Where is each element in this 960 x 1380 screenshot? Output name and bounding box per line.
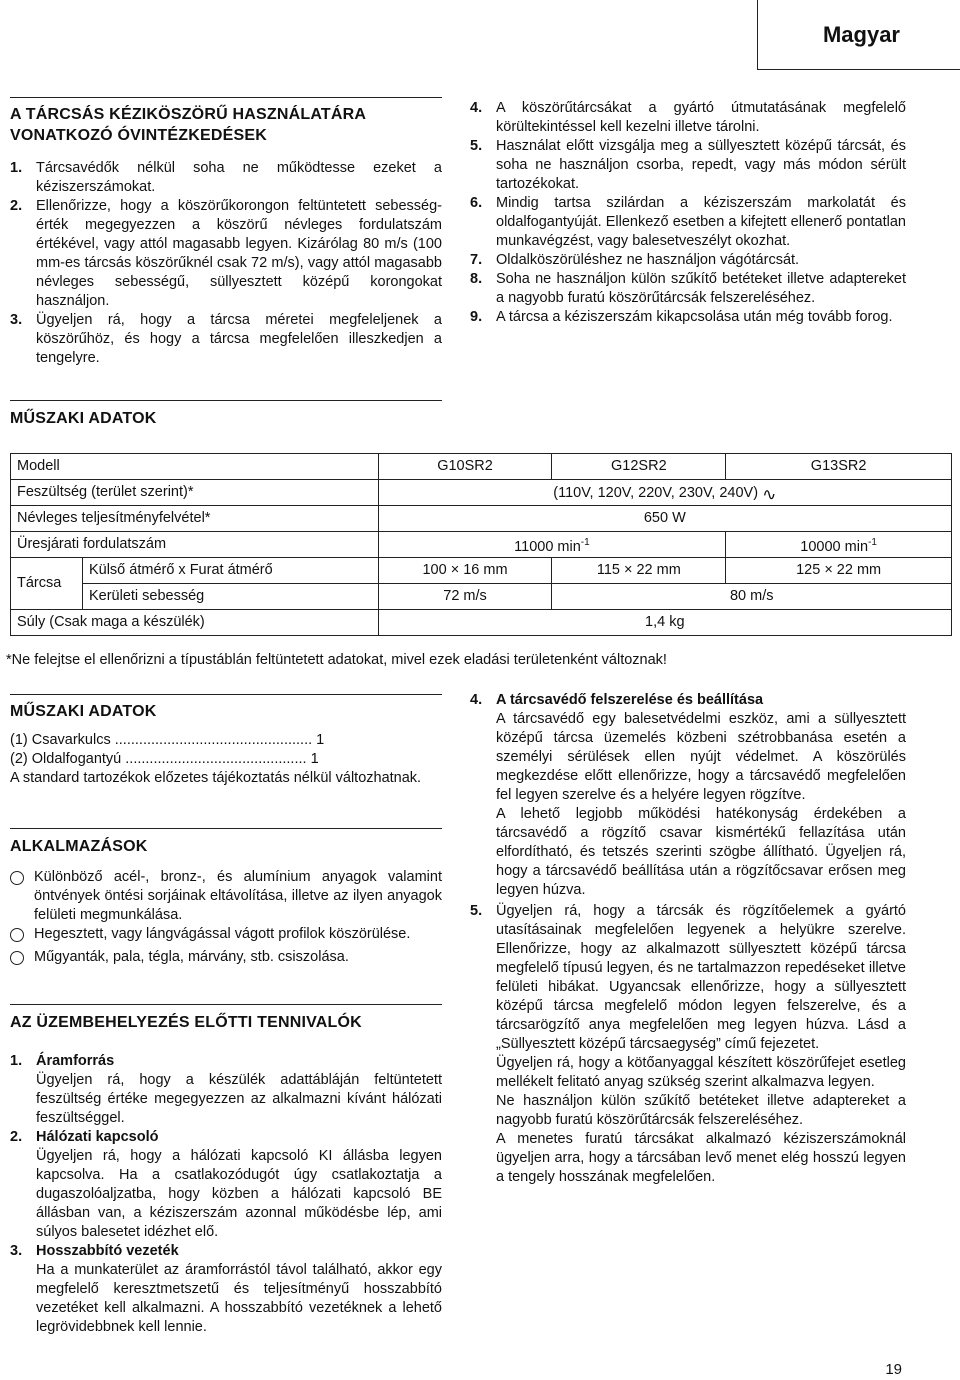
safety-item-5: 5. Használat előtt vizsgálja meg a süllyesztett középű tárcsát, és soha ne használjon csorba, repedt, vagy más módon sérült tartozékokat. bbox=[470, 138, 906, 192]
table-row bbox=[11, 506, 952, 532]
divider bbox=[10, 694, 442, 695]
application-item: Műgyanták, pala, tégla, márvány, stb. csiszolása. bbox=[10, 948, 442, 971]
prep-section-left bbox=[10, 1004, 442, 1337]
specs-title: MŰSZAKI ADATOK bbox=[10, 410, 157, 427]
accessory-line-2: (2) Oldalfogantyú ............................................. 1 bbox=[10, 751, 319, 767]
prep-item-1: 1. Áramforrás Ügyeljen rá, hogy a készülék adattábláján feltüntetett feszültség értéke megegyezzen az alkalmazni kívánt hálózati feszültséggel. bbox=[10, 1053, 442, 1126]
safety-section-right bbox=[470, 99, 906, 327]
circle-bullet-icon bbox=[10, 928, 24, 942]
model-g13sr2: G13SR2 bbox=[726, 454, 952, 480]
prep-item-5: 5. Ügyeljen rá, hogy a tárcsák és rögzítőelemek a gyártó utasításainak megfelelően legyenek a helyükre szerelve. Ellenőrizze, hogy az alkalmazott süllyesztett középű tárcsa megfelelő típusú legyen, és ne tartalmazzon repedéseket illetve felületi hibákat. Ugyancsak ellenőrizze, hogy a süllyesztett középű tárcsa megfelelő módon legyen felszerelve, és a tárcsarögzítő anya megfelelően meg legyen húzva. Lásd a „Süllyesztett középű tárcsaegység” című fejezetet. Ügyeljen rá, hogy a kötőanyaggal készített köszörűfejet esetleg mellékelt felitató anyag szükség szerint alkalmazva legyen. Ne használjon külön szűkítő betéteket illetve adaptereket a nagyobb furatú köszörűtárcsák felszereléséhez. A menetes furatú tárcsákat alkalmazó kéziszerszámoknál ügyeljen arra, hogy a tárcsában levő menet elég hosszú legyen a tengely hosszának megfelelően. bbox=[470, 903, 906, 1185]
table-row bbox=[11, 610, 952, 636]
table-row bbox=[11, 584, 952, 610]
table-row bbox=[11, 480, 952, 506]
safety-item-4: 4. A köszörűtárcsákat a gyártó útmutatásának megfelelő körültekintéssel kell kezelni illetve tárolni. bbox=[470, 100, 906, 135]
page-number: 19 bbox=[885, 1361, 902, 1378]
speed-value-b: 10000 $\min^{-1}$ bbox=[726, 532, 952, 558]
safety-item-1: 1. Tárcsavédők nélkül soha ne működtesse ezeket a kéziszerszámokat. bbox=[10, 160, 442, 195]
safety-title-line2: VONATKOZÓ ÓVINTÉZKEDÉSEK bbox=[10, 127, 267, 144]
weight-label: Súly (Csak maga a készülék) bbox=[11, 610, 379, 636]
accessory-line-1: (1) Csavarkulcs ................................................. 1 bbox=[10, 732, 325, 748]
voltage-label: Feszültség (terület szerint)* bbox=[11, 480, 379, 506]
specs-table bbox=[10, 453, 952, 636]
diameter-g10sr2: 100 × 16 mm bbox=[378, 558, 552, 584]
divider bbox=[10, 400, 442, 401]
circle-bullet-icon bbox=[10, 871, 24, 885]
language-label: Magyar bbox=[822, 22, 900, 47]
accessories-section bbox=[10, 694, 442, 788]
voltage-value: (110V, 120V, 220V, 230V, 240V) ∿ bbox=[378, 480, 951, 506]
prep-section-right bbox=[470, 691, 906, 1187]
speed-label: Üresjárati fordulatszám bbox=[11, 532, 379, 558]
safety-title bbox=[10, 104, 442, 146]
divider bbox=[10, 828, 442, 829]
model-label: Modell bbox=[11, 454, 379, 480]
applications-title: ALKALMAZÁSOK bbox=[10, 838, 148, 855]
prep-item-2: 2. Hálózati kapcsoló Ügyeljen rá, hogy a hálózati kapcsoló KI állásba legyen kapcsolva. Ha a csatlakozódugót úgy csatlakoztatja a dugaszolóaljzatba, hogy közben a hálózati kapcsoló BE állásban van, a kéziszerszám azonnal működésbe lép, ami súlyos balesetet idézhet elő. bbox=[10, 1129, 442, 1240]
ac-symbol-icon: ∿ bbox=[762, 485, 777, 504]
circle-bullet-icon bbox=[10, 951, 24, 965]
diameter-g12sr2: 115 × 22 mm bbox=[552, 558, 726, 584]
diameter-label: Külső átmérő x Furat átmérő bbox=[82, 558, 378, 584]
model-g12sr2: G12SR2 bbox=[552, 454, 726, 480]
table-row bbox=[11, 532, 952, 558]
safety-item-2: 2. Ellenőrizze, hogy a köszörűkorongon feltüntetett sebesség-érték megegyezzen a köszörű névleges fordulatszám értékével, vagy attól magasabb legyen. Kizárólag 80 m/s (100 mm-es tárcsás köszörűknél csak 72 m/s), vagy attól magasabb névleges sebességű, süllyesztett középű korongokat használjon. bbox=[10, 198, 442, 309]
prep-title: AZ ÜZEMBEHELYEZÉS ELŐTTI TENNIVALÓK bbox=[10, 1014, 362, 1031]
divider bbox=[10, 97, 442, 98]
application-item: Hegesztett, vagy lángvágással vágott profilok köszörülése. bbox=[10, 925, 442, 948]
safety-item-9: 9. A tárcsa a kéziszerszám kikapcsolása után még tovább forog. bbox=[470, 309, 893, 325]
application-item: Különböző acél-, bronz-, és alumínium anyagok valamint öntvények öntési sorjáinak eltávolítása, illetve az ilyen anyagok felületi megmunkálása. bbox=[10, 868, 442, 925]
accessories-note: A standard tartozékok előzetes tájékoztatás nélkül változhatnak. bbox=[10, 770, 422, 786]
power-label: Névleges teljesítményfelvétel* bbox=[11, 506, 379, 532]
weight-value: 1,4 kg bbox=[378, 610, 951, 636]
specs-header bbox=[10, 400, 442, 429]
safety-section-left bbox=[10, 97, 442, 368]
divider bbox=[10, 1004, 442, 1005]
peripheral-value-a: 72 m/s bbox=[378, 584, 552, 610]
safety-item-7: 7. Oldalköszörüléshez ne használjon vágótárcsát. bbox=[470, 252, 800, 268]
speed-value-a: 11000 $\min^{-1}$ bbox=[378, 532, 726, 558]
accessories-title: MŰSZAKI ADATOK bbox=[10, 703, 157, 720]
prep-item-4: 4. A tárcsavédő felszerelése és beállítása A tárcsavédő egy balesetvédelmi eszköz, ami a süllyesztett középű tárcsa üzemelés közbeni szétrobbanása esetén a személyi sérülések ellen nyújt védelmet. A köszörülés megkezdése előtt ellenőrizze, hogy a tárcsavédő megfelelően fel legyen szerelve és a helyére legyen rögzítve. A lehető legjobb működési hatékonyság érdekében a tárcsavédő a rögzítő csavar kismértékű fellazítása után elfordítható, és tetszés szerinti szögbe állítható. Ügyeljen rá, hogy a tárcsavédő beállítása után a rögzítőcsavar erősen meg legyen húzva. bbox=[470, 692, 906, 898]
peripheral-value-b: 80 m/s bbox=[552, 584, 952, 610]
power-value: 650 W bbox=[378, 506, 951, 532]
table-row bbox=[11, 454, 952, 480]
disc-label: Tárcsa bbox=[11, 558, 83, 610]
safety-item-6: 6. Mindig tartsa szilárdan a kéziszerszám markolatát és oldalfogantyúját. Ellenkező esetben a kifejtett ellenerő pontatlan munkavégzést, vagy balesetveszélyt okozhat. bbox=[470, 195, 906, 249]
safety-item-8: 8. Soha ne használjon külön szűkítő betéteket illetve adaptereket a nagyobb furatú köszörűtárcsák felszereléséhez. bbox=[470, 271, 906, 306]
table-row bbox=[11, 558, 952, 584]
diameter-g13sr2: 125 × 22 mm bbox=[726, 558, 952, 584]
safety-item-3: 3. Ügyeljen rá, hogy a tárcsa méretei megfeleljenek a köszörűhöz, és hogy a tárcsa megfelelően illeszkedjen a tengelyre. bbox=[10, 312, 442, 366]
language-tab bbox=[757, 0, 960, 70]
peripheral-label: Kerületi sebesség bbox=[82, 584, 378, 610]
applications-section bbox=[10, 828, 442, 971]
model-g10sr2: G10SR2 bbox=[378, 454, 552, 480]
safety-title-line1: A TÁRCSÁS KÉZIKÖSZÖRŰ HASZNÁLATÁRA bbox=[10, 106, 367, 123]
prep-item-3: 3. Hosszabbító vezeték Ha a munkaterület az áramforrástól távol található, akkor egy megfelelő keresztmetszetű és teljesítményű hosszabbító vezetéket kell alkalmazni. A hosszabbító vezetéknek a lehető legrövidebbnek kell lennie. bbox=[10, 1243, 442, 1335]
specs-footnote: *Ne felejtse el ellenőrizni a típustáblán feltüntetett adatokat, mivel ezek eladási területenként változnak! bbox=[6, 652, 667, 668]
